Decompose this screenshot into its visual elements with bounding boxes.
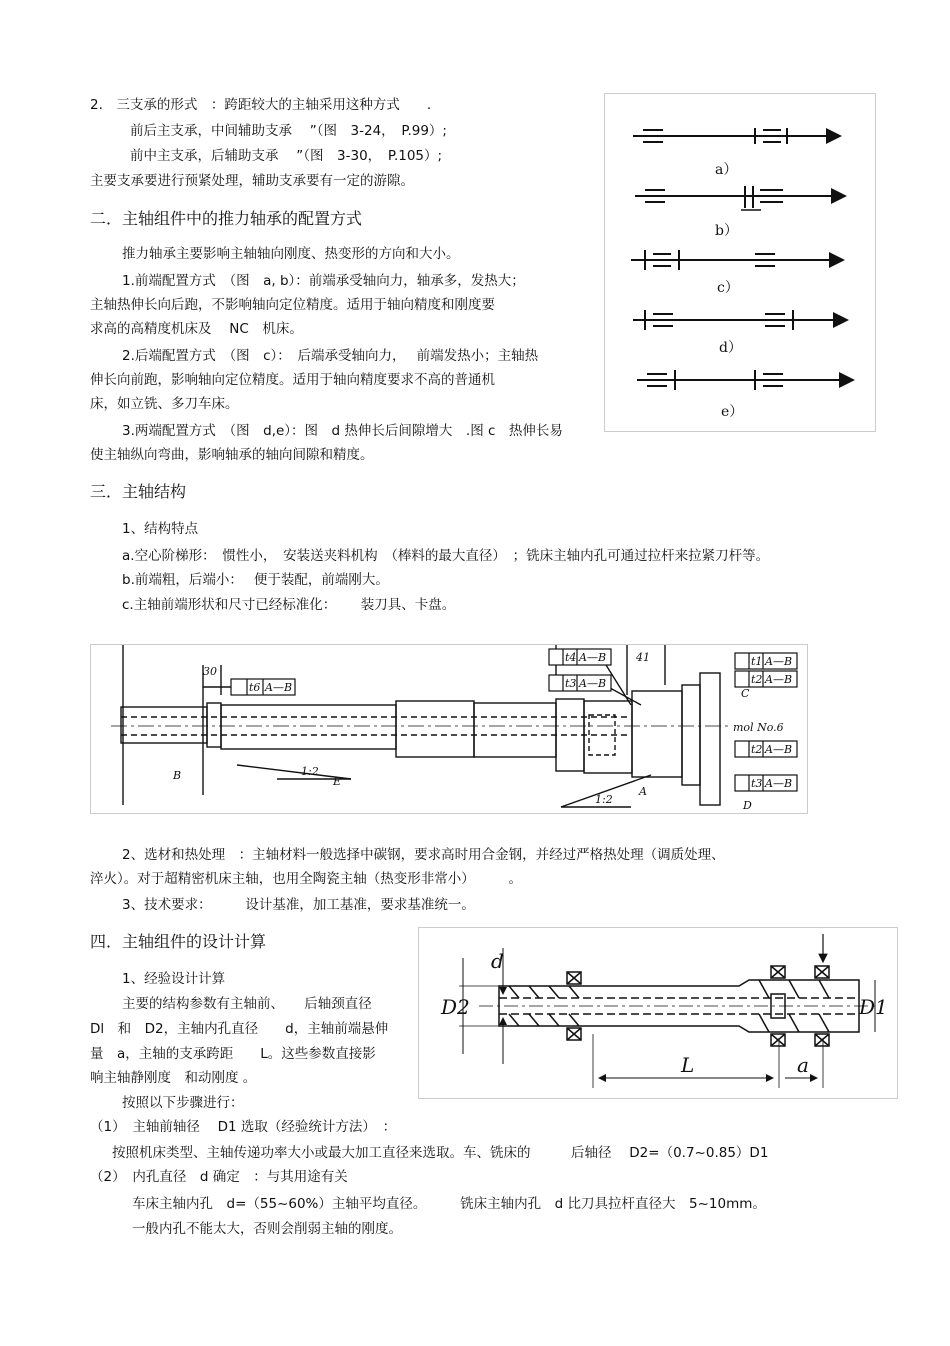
step-1: （1） 主轴前轴径 D1 选取（经验统计方法） ： bbox=[90, 1119, 397, 1135]
feature-b: b.前端粗，后端小： 便于装配，前端刚大。 bbox=[122, 572, 389, 588]
heading-design-calc: 四．主轴组件的设计计算 bbox=[90, 932, 267, 951]
thrust-both-l2: 使主轴纵向弯曲，影响轴承的轴向间隙和精度。 bbox=[90, 447, 374, 463]
fig-label-b: b） bbox=[715, 223, 738, 239]
heading-thrust-bearing: 二．主轴组件中的推力轴承的配置方式 bbox=[90, 209, 363, 228]
tol-t4-datum: A—B bbox=[579, 651, 607, 664]
thrust-intro: 推力轴承主要影响主轴轴向刚度、热变形的方向和大小。 bbox=[122, 246, 460, 262]
steps-intro: 按照以下步骤进行： bbox=[122, 1095, 244, 1111]
tol-t1-datum: A—B bbox=[765, 655, 793, 668]
tol-t3-lower-datum: A—B bbox=[765, 777, 793, 790]
label-E: E bbox=[333, 775, 342, 788]
thrust-front-l3: 求高的高精度机床及 NC 机床。 bbox=[90, 321, 303, 337]
taper-left: 1:2 bbox=[301, 765, 319, 778]
tol-t4: t4 bbox=[565, 651, 577, 664]
design-params-l4: 响主轴静刚度 和动刚度 。 bbox=[90, 1070, 257, 1086]
material-heat-l1: 2、选材和热处理 ：主轴材料一般选择中碳钢，要求高时用合金钢，并经过严格热处理（调质处理、 bbox=[122, 847, 725, 863]
label-C: C bbox=[741, 687, 750, 700]
design-params-l2: Dl 和 D2，主轴内孔直径 d，主轴前端悬伸 bbox=[90, 1021, 389, 1037]
fig-label-a: a） bbox=[715, 162, 738, 178]
structure-features-title: 1、结构特点 bbox=[122, 521, 199, 537]
material-heat-l2: 淬火）。对于超精密机床主轴，也用全陶瓷主轴（热变形非常小） 。 bbox=[90, 871, 522, 887]
tol-t1: t1 bbox=[751, 655, 763, 668]
tol-t2-lower: t2 bbox=[751, 743, 763, 756]
step-2-line2: 一般内孔不能太大，否则会削弱主轴的刚度。 bbox=[132, 1221, 402, 1237]
feature-c: c.主轴前端形状和尺寸已经标准化： 装刀具、卡盘。 bbox=[122, 597, 456, 613]
heading-spindle-structure: 三．主轴结构 bbox=[90, 482, 187, 501]
dim-d-label: d bbox=[491, 949, 504, 973]
tol-t2-lower-datum: A—B bbox=[765, 743, 793, 756]
empirical-calc-title: 1、经验设计计算 bbox=[122, 971, 226, 987]
tol-t3-lower: t3 bbox=[751, 777, 763, 790]
support-line-front-rear: 前后主支承，中间辅助支承 ”（图 3-24， P.99）; bbox=[130, 123, 447, 139]
thrust-rear-l3: 床，如立铣、多刀车床。 bbox=[90, 396, 239, 412]
dim-a-label: a bbox=[797, 1053, 809, 1077]
thrust-config-figure bbox=[604, 93, 876, 432]
tol-t3-datum: A—B bbox=[579, 677, 607, 690]
tol-t2: t2 bbox=[751, 673, 763, 686]
thrust-front-l1: 1.前端配置方式 （图 a, b）：前端承受轴向力，轴承多，发热大； bbox=[122, 273, 525, 289]
dim-D2-label: D2 bbox=[441, 995, 470, 1019]
spindle-dimension-figure bbox=[418, 927, 898, 1099]
label-D: D bbox=[743, 799, 752, 812]
dim-L-label: L bbox=[681, 1053, 695, 1077]
tol-t2-datum: A—B bbox=[765, 673, 793, 686]
feature-a: a.空心阶梯形： 惯性小， 安装送夹料机构 （棒料的最大直径） ；铣床主轴内孔可通过拉杆来拉紧刀杆等。 bbox=[122, 548, 770, 564]
label-A: A bbox=[639, 785, 647, 798]
tol-t3: t3 bbox=[565, 677, 577, 690]
fig-label-e: e） bbox=[721, 404, 744, 420]
design-params-l1: 主要的结构参数有主轴前、 后轴颈直径 bbox=[122, 996, 372, 1012]
fig-label-c: c） bbox=[717, 280, 739, 296]
thrust-both-l1: 3.两端配置方式 （图 d,e）：图 d 热伸长后间隙增大 .图 c 热伸长易 bbox=[122, 423, 563, 439]
technical-requirements: 3、技术要求： 设计基准，加工基准，要求基准统一。 bbox=[122, 897, 475, 913]
morse-taper-label: mol No.6 bbox=[733, 721, 784, 734]
item-three-support: 2. 三支承的形式 ：跨距较大的主轴采用这种方式 . bbox=[90, 97, 432, 113]
dim-D1-label: D1 bbox=[859, 995, 888, 1019]
support-preload-note: 主要支承要进行预紧处理，辅助支承要有一定的游隙。 bbox=[90, 173, 414, 189]
step-2: （2） 内孔直径 d 确定 ：与其用途有关 bbox=[90, 1169, 348, 1185]
tol-t6-datum: A—B bbox=[265, 681, 293, 694]
thrust-rear-l2: 伸长向前跑，影响轴向定位精度。适用于轴向精度要求不高的普通机 bbox=[90, 372, 495, 388]
thrust-rear-l1: 2.后端配置方式 （图 c）： 后端承受轴向力， 前端发热小；主轴热 bbox=[122, 348, 539, 364]
support-line-front-mid: 前中主支承，后辅助支承 ”（图 3-30， P.105）; bbox=[130, 148, 443, 164]
dim-30: 30 bbox=[203, 665, 217, 678]
step-1-detail: 按照机床类型、主轴传递功率大小或最大加工直径来选取。车、铣床的 后轴径 D2=（0.7~0.85）D1 bbox=[112, 1145, 769, 1161]
design-params-l3: 量 a，主轴的支承跨距 L。这些参数直接影 bbox=[90, 1046, 376, 1062]
taper-right: 1:2 bbox=[595, 793, 613, 806]
spindle-drawing bbox=[90, 644, 808, 814]
fig-label-d: d） bbox=[719, 340, 742, 356]
step-2-line1: 车床主轴内孔 d=（55~60%）主轴平均直径。 铣床主轴内孔 d 比刀具拉杆直径大 5~10mm。 bbox=[132, 1196, 766, 1212]
label-B: B bbox=[173, 769, 182, 782]
dim-41: 41 bbox=[636, 651, 650, 664]
thrust-front-l2: 主轴热伸长向后跑，不影响轴向定位精度。适用于轴向精度和刚度要 bbox=[90, 297, 495, 313]
tol-t6: t6 bbox=[249, 681, 261, 694]
